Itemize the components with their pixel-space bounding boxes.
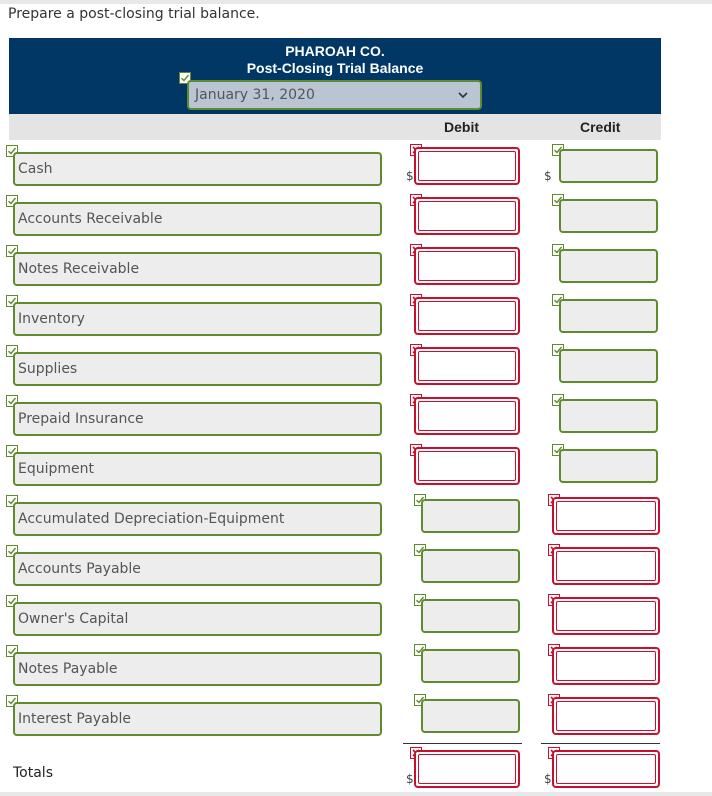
statement-header	[9, 38, 661, 114]
row-credit-amount-input[interactable]	[552, 597, 660, 635]
debit-dollar-sign: $	[406, 169, 414, 183]
row-credit-amount-input[interactable]	[559, 399, 658, 433]
debit-input-inner	[418, 754, 516, 784]
row-debit-amount-input[interactable]	[414, 447, 520, 485]
account-name-select[interactable]	[13, 452, 382, 486]
account-name-label: Notes Receivable	[18, 261, 140, 277]
row-debit-amount-input[interactable]	[421, 649, 520, 683]
row-credit-amount-input[interactable]	[559, 449, 658, 483]
debit-input-inner	[418, 451, 516, 481]
row-credit-amount-input[interactable]	[552, 697, 660, 735]
account-name-select[interactable]	[13, 652, 382, 686]
account-name-select[interactable]	[13, 602, 382, 636]
credit-input-inner	[556, 501, 656, 531]
row-debit-amount-input[interactable]	[421, 549, 520, 583]
credit-input-inner	[556, 601, 656, 631]
company-name: PHAROAH CO.	[285, 43, 385, 59]
row-debit-amount-input[interactable]	[421, 499, 520, 533]
account-name-select[interactable]	[13, 202, 382, 236]
row-credit-amount-input[interactable]	[559, 349, 658, 383]
credit-total-rule	[541, 743, 660, 744]
account-name-label: Notes Payable	[18, 661, 118, 677]
row-debit-amount-input[interactable]	[414, 247, 520, 285]
account-name-label: Supplies	[18, 361, 78, 377]
account-name-label: Accounts Payable	[18, 561, 141, 577]
credit-dollar-sign: $	[544, 169, 552, 183]
row-debit-amount-input[interactable]	[414, 147, 520, 185]
account-name-select[interactable]	[13, 152, 382, 186]
debit-input-inner	[418, 401, 516, 431]
debit-input-inner	[418, 151, 516, 181]
debit-column-header: Debit	[444, 119, 479, 135]
credit-input-inner	[556, 551, 656, 581]
date-select-value: January 31, 2020	[195, 87, 315, 103]
account-name-label: Cash	[18, 161, 53, 177]
credit-input-inner	[556, 701, 656, 731]
account-name-select[interactable]	[13, 552, 382, 586]
debit-input-inner	[418, 201, 516, 231]
debit-total-rule	[403, 743, 522, 744]
row-debit-amount-input[interactable]	[414, 197, 520, 235]
account-name-select[interactable]	[13, 352, 382, 386]
credit-dollar-sign: $	[544, 772, 552, 786]
bottom-divider	[0, 792, 712, 796]
row-credit-amount-input[interactable]	[552, 497, 660, 535]
row-debit-amount-input[interactable]	[414, 397, 520, 435]
account-name-label: Prepaid Insurance	[18, 411, 144, 427]
account-name-select[interactable]	[13, 502, 382, 536]
row-credit-amount-input[interactable]	[552, 547, 660, 585]
column-headers	[9, 114, 661, 140]
debit-dollar-sign: $	[406, 772, 414, 786]
instruction-text: Prepare a post-closing trial balance.	[8, 6, 260, 22]
totals-label: Totals	[13, 765, 53, 781]
credit-input-inner	[556, 754, 656, 784]
debit-input-inner	[418, 301, 516, 331]
row-debit-amount-input[interactable]	[414, 347, 520, 385]
account-name-label: Owner's Capital	[18, 611, 129, 627]
account-name-label: Inventory	[18, 311, 85, 327]
row-credit-amount-input[interactable]	[559, 199, 658, 233]
account-name-label: Accounts Receivable	[18, 211, 163, 227]
statement-title: Post-Closing Trial Balance	[246, 60, 424, 76]
credit-input-inner	[556, 651, 656, 681]
credit-column-header: Credit	[580, 119, 621, 135]
totals-credit-amount-input[interactable]	[552, 750, 660, 788]
row-credit-amount-input[interactable]	[559, 149, 658, 183]
debit-input-inner	[418, 351, 516, 381]
row-credit-amount-input[interactable]	[559, 299, 658, 333]
chevron-down-icon	[456, 88, 470, 102]
debit-input-inner	[418, 251, 516, 281]
account-name-select[interactable]	[13, 702, 382, 736]
account-name-label: Interest Payable	[18, 711, 132, 727]
row-credit-amount-input[interactable]	[559, 249, 658, 283]
account-name-select[interactable]	[13, 252, 382, 286]
row-debit-amount-input[interactable]	[414, 297, 520, 335]
account-name-select[interactable]	[13, 402, 382, 436]
top-divider	[0, 0, 712, 4]
totals-debit-amount-input[interactable]	[414, 750, 520, 788]
account-name-select[interactable]	[13, 302, 382, 336]
row-debit-amount-input[interactable]	[421, 699, 520, 733]
row-credit-amount-input[interactable]	[552, 647, 660, 685]
account-name-label: Equipment	[18, 461, 94, 477]
date-select[interactable]	[187, 80, 482, 110]
row-debit-amount-input[interactable]	[421, 599, 520, 633]
account-name-label: Accumulated Depreciation-Equipment	[18, 511, 285, 527]
